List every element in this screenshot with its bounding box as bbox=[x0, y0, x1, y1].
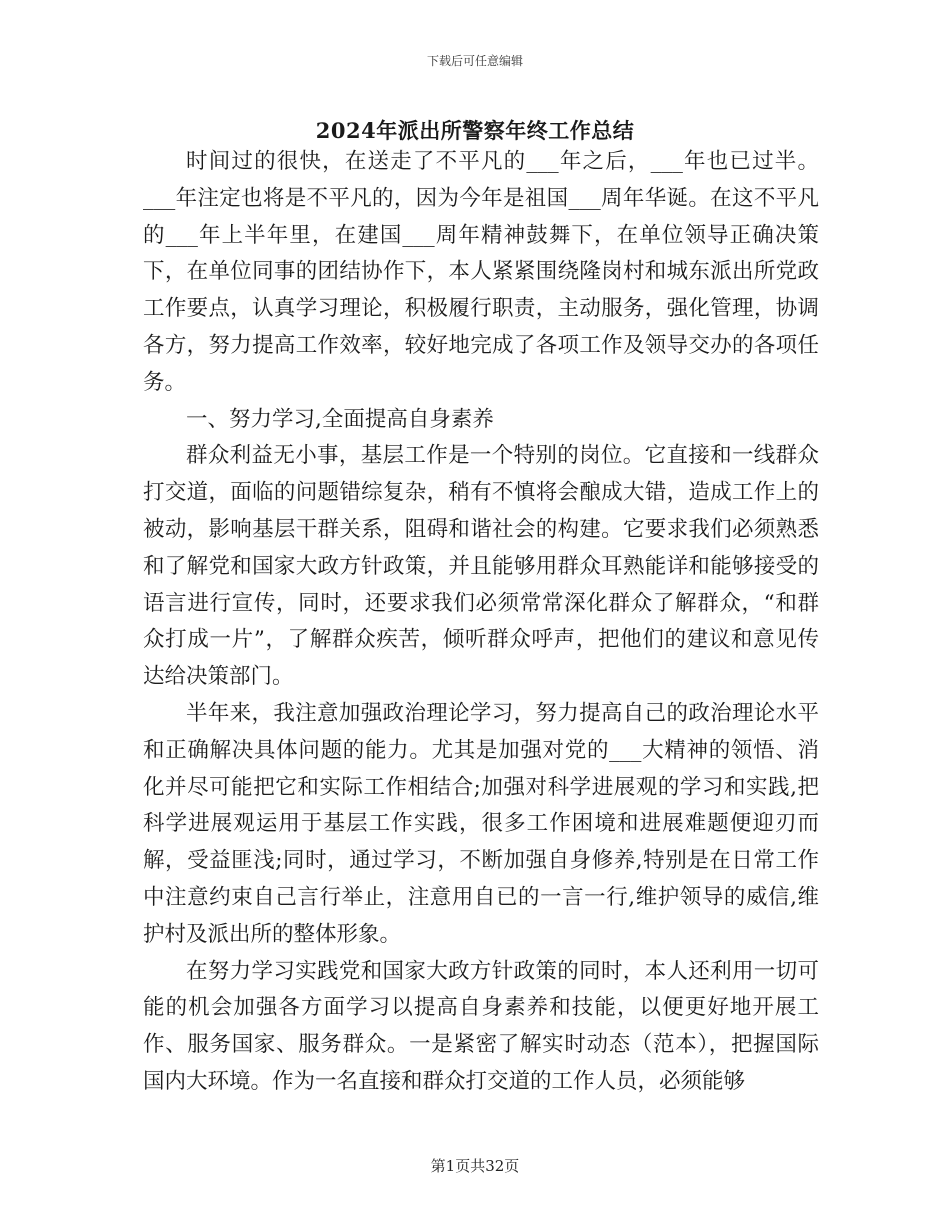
document-body bbox=[143, 144, 819, 1101]
document-title: 2024年派出所警察年终工作总结 bbox=[315, 118, 635, 143]
header-note: 下载后可任意编辑 bbox=[426, 54, 523, 68]
section-heading: 一、努力学习,全面提高自身素养 bbox=[186, 406, 494, 432]
paragraph: 群众利益无小事，基层工作是一个特别的岗位。它直接和一线群众打交道，面临的问题错综复杂，稍有不慎将会酿成大错，造成工作上的被动，影响基层干群关系，阻碍和谐社会的构建。它要求我们必须熟悉和了解党和国家大政方针政策，并且能够用群众耳熟能详和能够接受的语言进行宣传，同时，还要求我们必须常常深化群众了解群众，“和群众打成一片”，了解群众疾苦，倾听群众呼声，把他们的建议和意见传达给决策部门。 bbox=[143, 443, 819, 690]
paragraph: 在努力学习实践党和国家大政方针政策的同时，本人还利用一切可能的机会加强各方面学习以提高自身素养和技能，以便更好地开展工作、服务国家、服务群众。一是紧密了解实时动态（范本），把握国际国内大环境。作为一名直接和群众打交道的工作人员，必须能够 bbox=[143, 958, 819, 1094]
paragraph: 半年来，我注意加强政治理论学习，努力提高自己的政治理论水平和正确解决具体问题的能力。尤其是加强对党的___大精神的领悟、消化并尽可能把它和实际工作相结合;加强对科学进展观的学习和实践,把科学进展观运用于基层工作实践，很多工作困境和进展难题便迎刃而解，受益匪浅;同时，通过学习，不断加强自身修养,特别是在日常工作中注意约束自己言行举止，注意用自已的一言一行,维护领导的威信,维护村及派出所的整体形象。 bbox=[143, 700, 819, 947]
paragraph-intro: 时间过的很快，在送走了不平凡的___年之后，___年也已过半。___年注定也将是不平凡的，因为今年是祖国___周年华诞。在这不平凡的___年上半年里，在建国___周年精神鼓舞下，在单位领导正确决策下，在单位同事的团结协作下，本人紧紧围绕隆岗村和城东派出所党政工作要点，认真学习理论，积极履行职责，主动服务，强化管理，协调各方，努力提高工作效率，较好地完成了各项工作及领导交办的各项任务。 bbox=[143, 149, 819, 395]
page-number-footer: 第1页共32页 bbox=[430, 1157, 520, 1175]
